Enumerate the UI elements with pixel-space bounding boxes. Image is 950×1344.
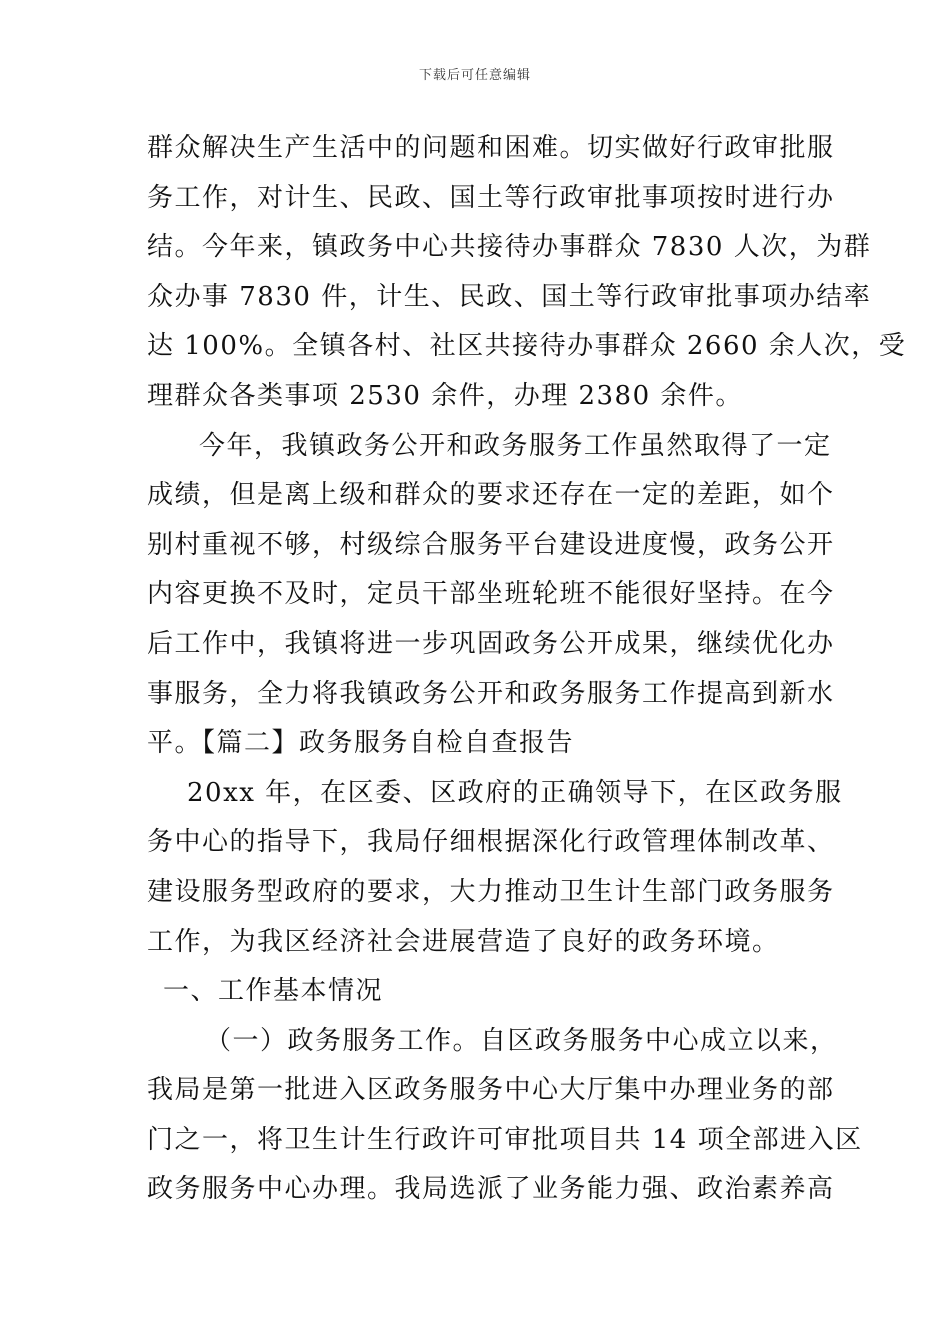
document-body	[147, 124, 907, 1215]
text-line: 务中心的指导下，我局仔细根据深化行政管理体制改革、	[147, 827, 835, 858]
text-line: 群众解决生产生活中的问题和困难。切实做好行政审批服	[147, 133, 835, 163]
text-line: 别村重视不够，村级综合服务平台建设进度慢，政务公开	[147, 529, 835, 560]
text-line: 众办事 7830 件，计生、民政、国土等行政审批事项办结率	[147, 281, 872, 312]
text-line: 成绩，但是离上级和群众的要求还存在一定的差距，如个	[147, 480, 835, 511]
paragraph-start-line: 今年，我镇政务公开和政务服务工作虽然取得了一定	[199, 430, 832, 461]
text-line: 门之一，将卫生计生行政许可审批项目共 14 项全部进入区	[147, 1124, 863, 1155]
text-line: 务工作，对计生、民政、国土等行政审批事项按时进行办	[147, 182, 835, 213]
text-line: 达 100%。全镇各村、社区共接待办事群众 2660 余人次，受	[147, 331, 907, 362]
paragraph-start-line: 20xx 年，在区委、区政府的正确领导下，在区政务服	[187, 777, 843, 808]
text-line: 事服务，全力将我镇政务公开和政务服务工作提高到新水	[147, 678, 835, 709]
section-title-line: 平。【篇二】政务服务自检自查报告	[147, 728, 575, 759]
page-header-note: 下载后可任意编辑	[418, 68, 531, 83]
text-line: 内容更换不及时，定员干部坐班轮班不能很好坚持。在今	[147, 579, 835, 610]
text-line: 我局是第一批进入区政务服务中心大厅集中办理业务的部	[147, 1075, 835, 1106]
text-line: 后工作中，我镇将进一步巩固政务公开成果，继续优化办	[147, 628, 835, 659]
text-line: 工作，为我区经济社会进展营造了良好的政务环境。	[147, 926, 780, 957]
section-heading: 一、工作基本情况	[163, 976, 384, 1007]
text-line: 结。今年来，镇政务中心共接待办事群众 7830 人次，为群	[147, 232, 872, 263]
paragraph-start-line: （一）政务服务工作。自区政务服务中心成立以来，	[205, 1025, 838, 1056]
text-line: 建设服务型政府的要求，大力推动卫生计生部门政务服务	[147, 876, 835, 907]
text-line: 政务服务中心办理。我局选派了业务能力强、政治素养高	[147, 1174, 835, 1205]
text-line: 理群众各类事项 2530 余件，办理 2380 余件。	[147, 380, 743, 411]
